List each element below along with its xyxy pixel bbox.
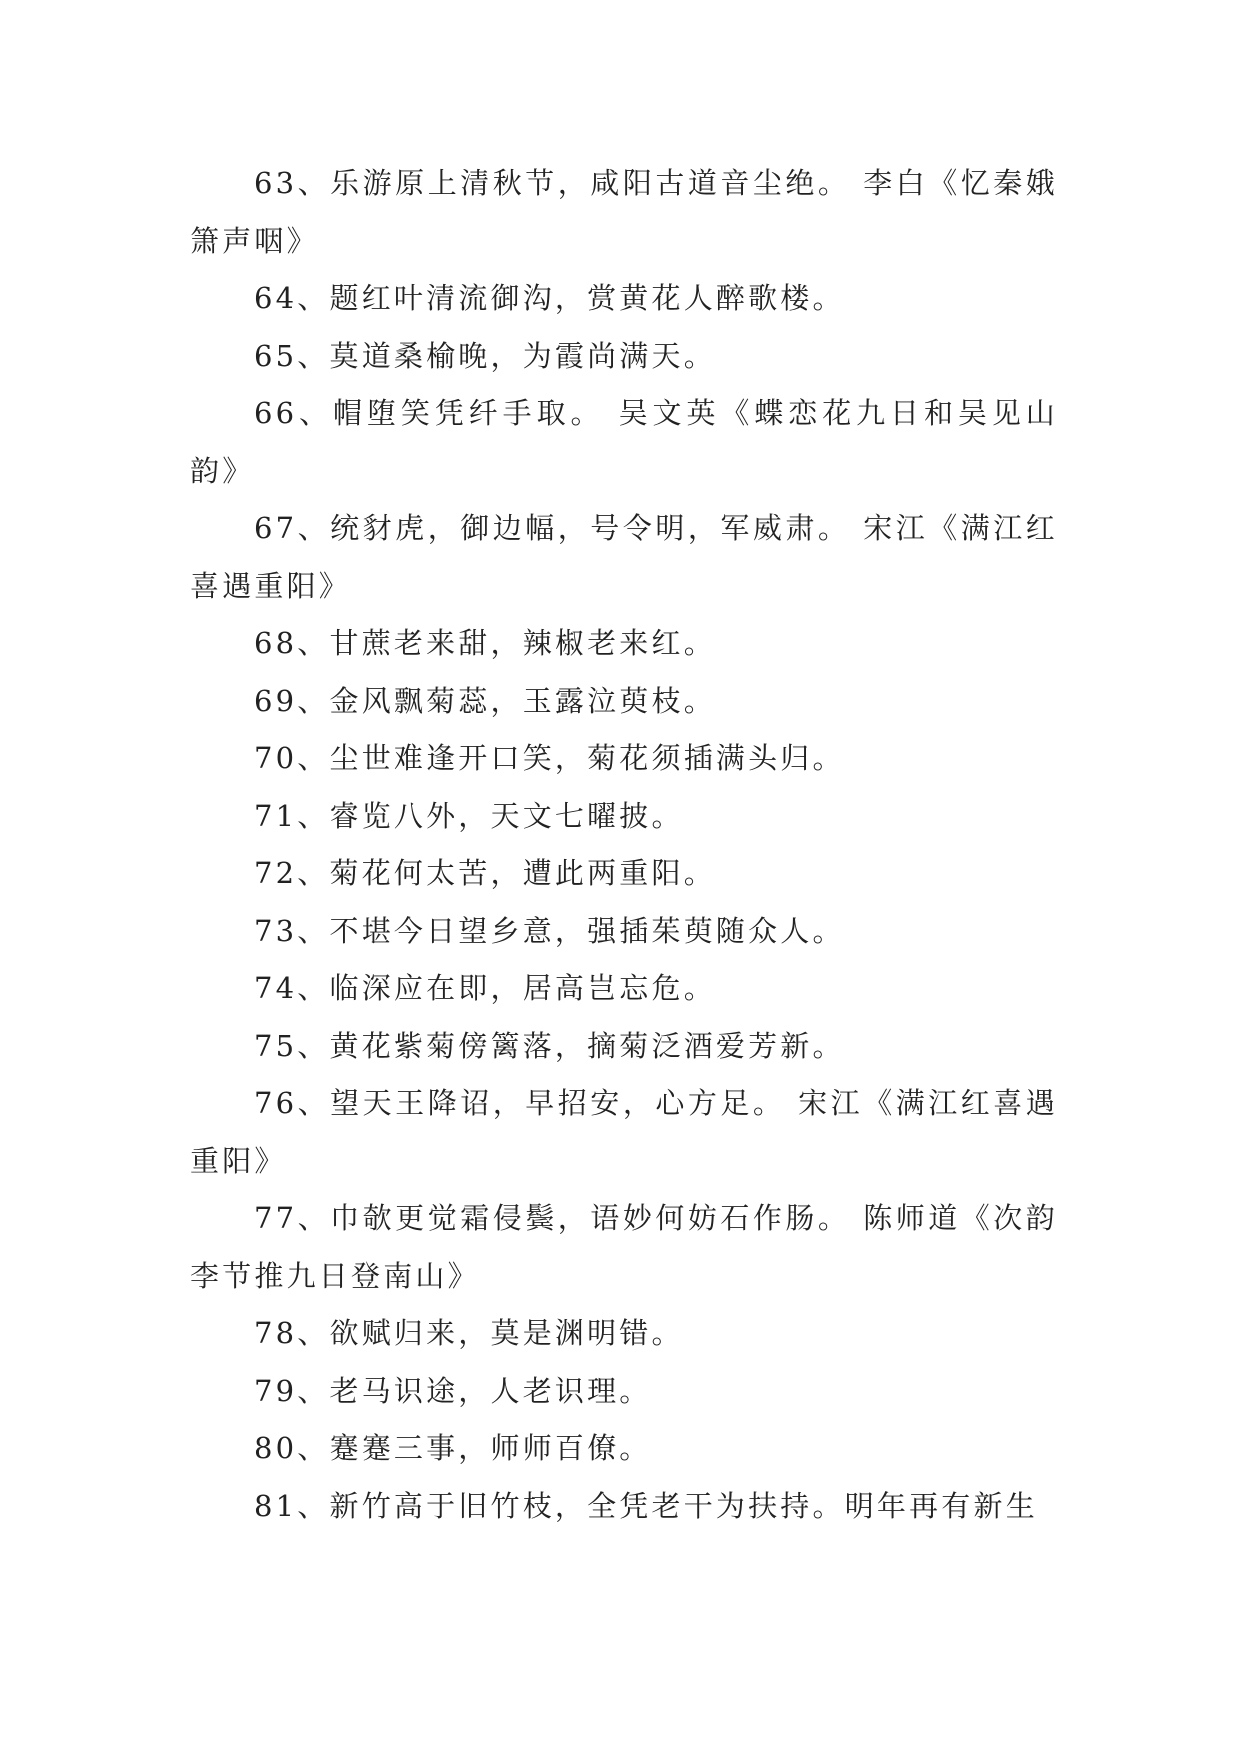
paragraph-63: 63、乐游原上清秋节，咸阳古道音尘绝。 李白《忆秦娥箫声咽》 — [190, 166, 1058, 258]
paragraph-76: 76、望天王降诏，早招安，心方足。 宋江《满江红喜遇重阳》 — [190, 1086, 1058, 1178]
paragraph-80: 80、蹇蹇三事，师师百僚。 — [254, 1431, 652, 1465]
paragraph-81: 81、新竹高于旧竹枝，全凭老干为扶持。明年再有新生 — [254, 1488, 1038, 1523]
paragraph-66: 66、帽堕笑凭纤手取。 吴文英《蝶恋花九日和吴见山韵》 — [190, 396, 1058, 488]
paragraph-75: 75、黄花紫菊傍篱落，摘菊泛酒爱芳新。 — [254, 1028, 845, 1063]
document-page — [190, 155, 1058, 1535]
paragraph-68: 68、甘蔗老来甜，辣椒老来红。 — [254, 626, 716, 660]
paragraph-71: 71、睿览八外，天文七曜披。 — [254, 798, 684, 833]
paragraph-78: 78、欲赋归来，莫是渊明错。 — [254, 1316, 684, 1350]
paragraph-64: 64、题红叶清流御沟，赏黄花人醉歌楼。 — [254, 281, 845, 315]
paragraph-69: 69、金风飘菊蕊，玉露泣萸枝。 — [254, 683, 716, 718]
paragraph-65: 65、莫道桑榆晚，为霞尚满天。 — [254, 338, 716, 373]
paragraph-72: 72、菊花何太苦，遭此两重阳。 — [254, 856, 716, 890]
paragraph-79: 79、老马识途，人老识理。 — [254, 1373, 652, 1408]
paragraph-73: 73、不堪今日望乡意，强插茱萸随众人。 — [254, 913, 845, 948]
paragraph-77: 77、巾欹更觉霜侵鬓，语妙何妨石作肠。 陈师道《次韵李节推九日登南山》 — [190, 1201, 1058, 1293]
paragraph-67: 67、统豺虎，御边幅，号令明，军威肃。 宋江《满江红喜遇重阳》 — [190, 511, 1058, 603]
paragraph-74: 74、临深应在即，居高岂忘危。 — [254, 971, 716, 1005]
paragraph-70: 70、尘世难逢开口笑，菊花须插满头归。 — [254, 741, 845, 775]
